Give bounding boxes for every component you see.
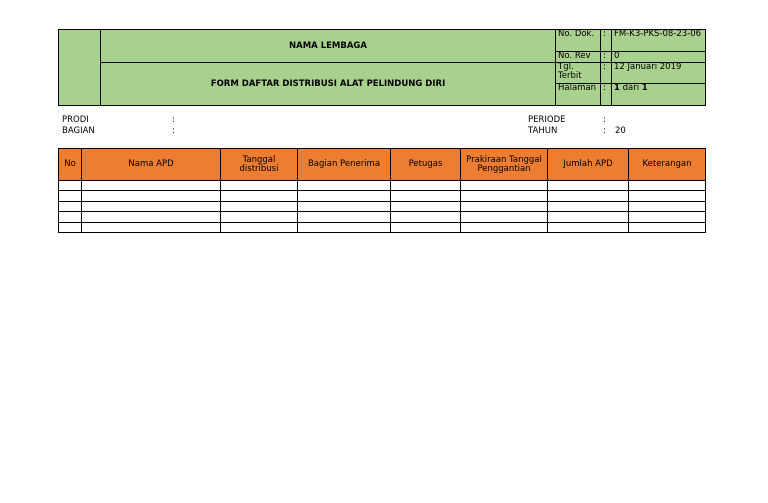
- table-cell[interactable]: [59, 201, 82, 211]
- table-cell[interactable]: [298, 181, 391, 191]
- table-cell[interactable]: [391, 212, 461, 222]
- tahun-label: TAHUN: [528, 126, 558, 136]
- table-cell[interactable]: [59, 212, 82, 222]
- logo-placeholder: [59, 30, 101, 106]
- col-header-keterangan: Keterangan: [629, 149, 706, 181]
- table-cell[interactable]: [461, 181, 548, 191]
- issued-colon: :: [601, 63, 612, 84]
- table-cell[interactable]: [59, 222, 82, 232]
- doc-no-colon: :: [601, 30, 612, 52]
- table-row: [59, 191, 706, 201]
- col-header-tanggal-distribusi: Tanggal distribusi: [221, 149, 298, 181]
- issued-value: 12 Januari 2019: [612, 63, 706, 84]
- bagian-colon: :: [172, 126, 175, 136]
- table-cell[interactable]: [82, 181, 221, 191]
- rev-value: 0: [612, 52, 706, 63]
- table-cell[interactable]: [82, 222, 221, 232]
- rev-colon: :: [601, 52, 612, 63]
- doc-no-label: No. Dok.: [556, 30, 601, 52]
- table-cell[interactable]: [461, 222, 548, 232]
- table-row: [59, 222, 706, 232]
- doc-no-value: FM-K3-PKS-08-23-06: [612, 30, 706, 52]
- table-cell[interactable]: [629, 212, 706, 222]
- bagian-label: BAGIAN: [62, 126, 95, 136]
- col-header-no: No: [59, 149, 82, 181]
- rev-label: No. Rev: [556, 52, 601, 63]
- table-header-row: [59, 149, 706, 181]
- table-cell[interactable]: [59, 191, 82, 201]
- table-cell[interactable]: [548, 181, 629, 191]
- table-cell[interactable]: [298, 201, 391, 211]
- table-cell[interactable]: [82, 201, 221, 211]
- table-cell[interactable]: [629, 222, 706, 232]
- table-cell[interactable]: [298, 212, 391, 222]
- table-cell[interactable]: [221, 201, 298, 211]
- issued-label: Tgl. Terbit: [556, 63, 601, 84]
- col-header-jumlah-apd: Jumlah APD: [548, 149, 629, 181]
- table-cell[interactable]: [461, 191, 548, 201]
- table-cell[interactable]: [548, 222, 629, 232]
- table-cell[interactable]: [298, 191, 391, 201]
- table-cell[interactable]: [461, 212, 548, 222]
- col-header-petugas: Petugas: [391, 149, 461, 181]
- page-value: [612, 84, 706, 106]
- distribution-table: [58, 148, 706, 233]
- prodi-colon: :: [172, 115, 175, 125]
- institution-name: NAMA LEMBAGA: [101, 30, 556, 63]
- form-title: FORM DAFTAR DISTRIBUSI ALAT PELINDUNG DIRI: [101, 63, 556, 106]
- table-cell[interactable]: [221, 212, 298, 222]
- table-cell[interactable]: [221, 191, 298, 201]
- col-header-prakiraan: Prakiraan Tanggal Penggantian: [461, 149, 548, 181]
- table-cell[interactable]: [59, 181, 82, 191]
- table-row: [59, 212, 706, 222]
- table-cell[interactable]: [82, 212, 221, 222]
- form-header: [58, 29, 706, 106]
- prodi-label: PRODI: [62, 115, 89, 125]
- table-cell[interactable]: [221, 222, 298, 232]
- page-of: dari: [622, 83, 640, 93]
- col-header-nama-apd: Nama APD: [82, 149, 221, 181]
- table-cell[interactable]: [391, 191, 461, 201]
- periode-colon: :: [603, 115, 606, 125]
- page-colon: :: [601, 84, 612, 106]
- table-cell[interactable]: [461, 201, 548, 211]
- table-cell[interactable]: [548, 191, 629, 201]
- tahun-value: 20: [615, 126, 626, 136]
- table-cell[interactable]: [391, 181, 461, 191]
- table-cell[interactable]: [82, 191, 221, 201]
- table-cell[interactable]: [221, 181, 298, 191]
- page-label: Halaman: [556, 84, 601, 106]
- table-cell[interactable]: [629, 201, 706, 211]
- tahun-colon: :: [603, 126, 606, 136]
- table-cell[interactable]: [391, 222, 461, 232]
- table-row: [59, 181, 706, 191]
- table-row: [59, 201, 706, 211]
- page-total: 1: [641, 83, 648, 93]
- page-current: 1: [614, 83, 620, 93]
- table-cell[interactable]: [629, 181, 706, 191]
- table-cell[interactable]: [548, 201, 629, 211]
- table-cell[interactable]: [548, 212, 629, 222]
- col-header-bagian-penerima: Bagian Penerima: [298, 149, 391, 181]
- table-cell[interactable]: [391, 201, 461, 211]
- table-cell[interactable]: [298, 222, 391, 232]
- table-cell[interactable]: [629, 191, 706, 201]
- periode-label: PERIODE: [528, 115, 566, 125]
